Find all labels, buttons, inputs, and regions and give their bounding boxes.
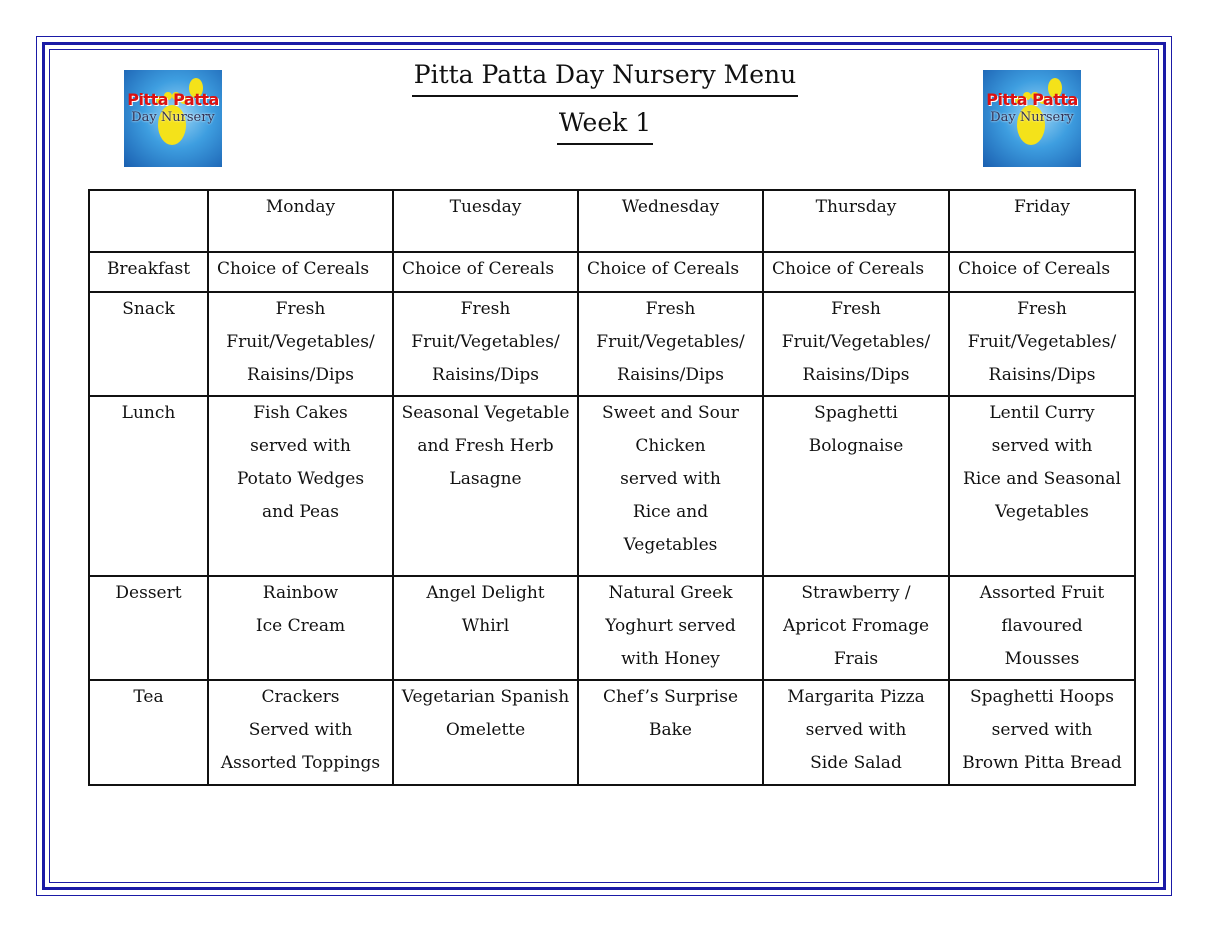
week-label: [0, 108, 1210, 145]
logo-text-line2: Day Nursery: [990, 110, 1074, 125]
table-cell: Seasonal Vegetable and Fresh Herb Lasagne: [393, 396, 578, 576]
table-row-lunch: [89, 396, 1135, 576]
table-cell: Fresh Fruit/Vegetables/ Raisins/Dips: [393, 292, 578, 396]
table-cell: Choice of Cereals: [578, 252, 763, 292]
day-header-thursday: Thursday: [763, 190, 949, 252]
day-header-friday: Friday: [949, 190, 1135, 252]
table-cell: Fish Cakes served with Potato Wedges and Peas: [208, 396, 393, 576]
day-header-monday: Monday: [208, 190, 393, 252]
table-cell: Vegetarian Spanish Omelette: [393, 680, 578, 785]
meal-label-snack: Snack: [89, 292, 208, 396]
table-cell: Fresh Fruit/Vegetables/ Raisins/Dips: [208, 292, 393, 396]
table-row-breakfast: [89, 252, 1135, 292]
table-row-snack: [89, 292, 1135, 396]
meal-label-tea: Tea: [89, 680, 208, 785]
table-cell: Spaghetti Bolognaise: [763, 396, 949, 576]
table-cell: Angel Delight Whirl: [393, 576, 578, 680]
logo-text-line2: Day Nursery: [131, 110, 215, 125]
meal-label-dessert: Dessert: [89, 576, 208, 680]
table-cell: Chef’s Surprise Bake: [578, 680, 763, 785]
logo-text-line1: Pitta Patta: [127, 90, 219, 109]
logo-text-line1: Pitta Patta: [986, 90, 1078, 109]
table-cell: Assorted Fruit flavoured Mousses: [949, 576, 1135, 680]
corner-cell: [89, 190, 208, 252]
table-cell: Sweet and Sour Chicken served with Rice and Vegetables: [578, 396, 763, 576]
table-cell: Spaghetti Hoops served with Brown Pitta Bread: [949, 680, 1135, 785]
table-row-tea: [89, 680, 1135, 785]
table-cell: Choice of Cereals: [763, 252, 949, 292]
page-title-text: Pitta Patta Day Nursery Menu: [412, 60, 799, 97]
table-cell: Natural Greek Yoghurt served with Honey: [578, 576, 763, 680]
table-cell: Fresh Fruit/Vegetables/ Raisins/Dips: [578, 292, 763, 396]
table-cell: Lentil Curry served with Rice and Seasonal Vegetables: [949, 396, 1135, 576]
table-cell: Margarita Pizza served with Side Salad: [763, 680, 949, 785]
table-cell: Choice of Cereals: [949, 252, 1135, 292]
table-cell: Choice of Cereals: [393, 252, 578, 292]
menu-table: [88, 189, 1136, 786]
table-cell: Fresh Fruit/Vegetables/ Raisins/Dips: [949, 292, 1135, 396]
day-header-tuesday: Tuesday: [393, 190, 578, 252]
meal-label-breakfast: Breakfast: [89, 252, 208, 292]
table-row-dessert: [89, 576, 1135, 680]
page-title: [0, 60, 1210, 97]
meal-label-lunch: Lunch: [89, 396, 208, 576]
day-header-wednesday: Wednesday: [578, 190, 763, 252]
table-cell: Rainbow Ice Cream: [208, 576, 393, 680]
table-cell: Crackers Served with Assorted Toppings: [208, 680, 393, 785]
table-cell: Choice of Cereals: [208, 252, 393, 292]
week-label-text: Week 1: [557, 108, 653, 145]
table-cell: Fresh Fruit/Vegetables/ Raisins/Dips: [763, 292, 949, 396]
table-header-row: [89, 190, 1135, 252]
table-cell: Strawberry / Apricot Fromage Frais: [763, 576, 949, 680]
